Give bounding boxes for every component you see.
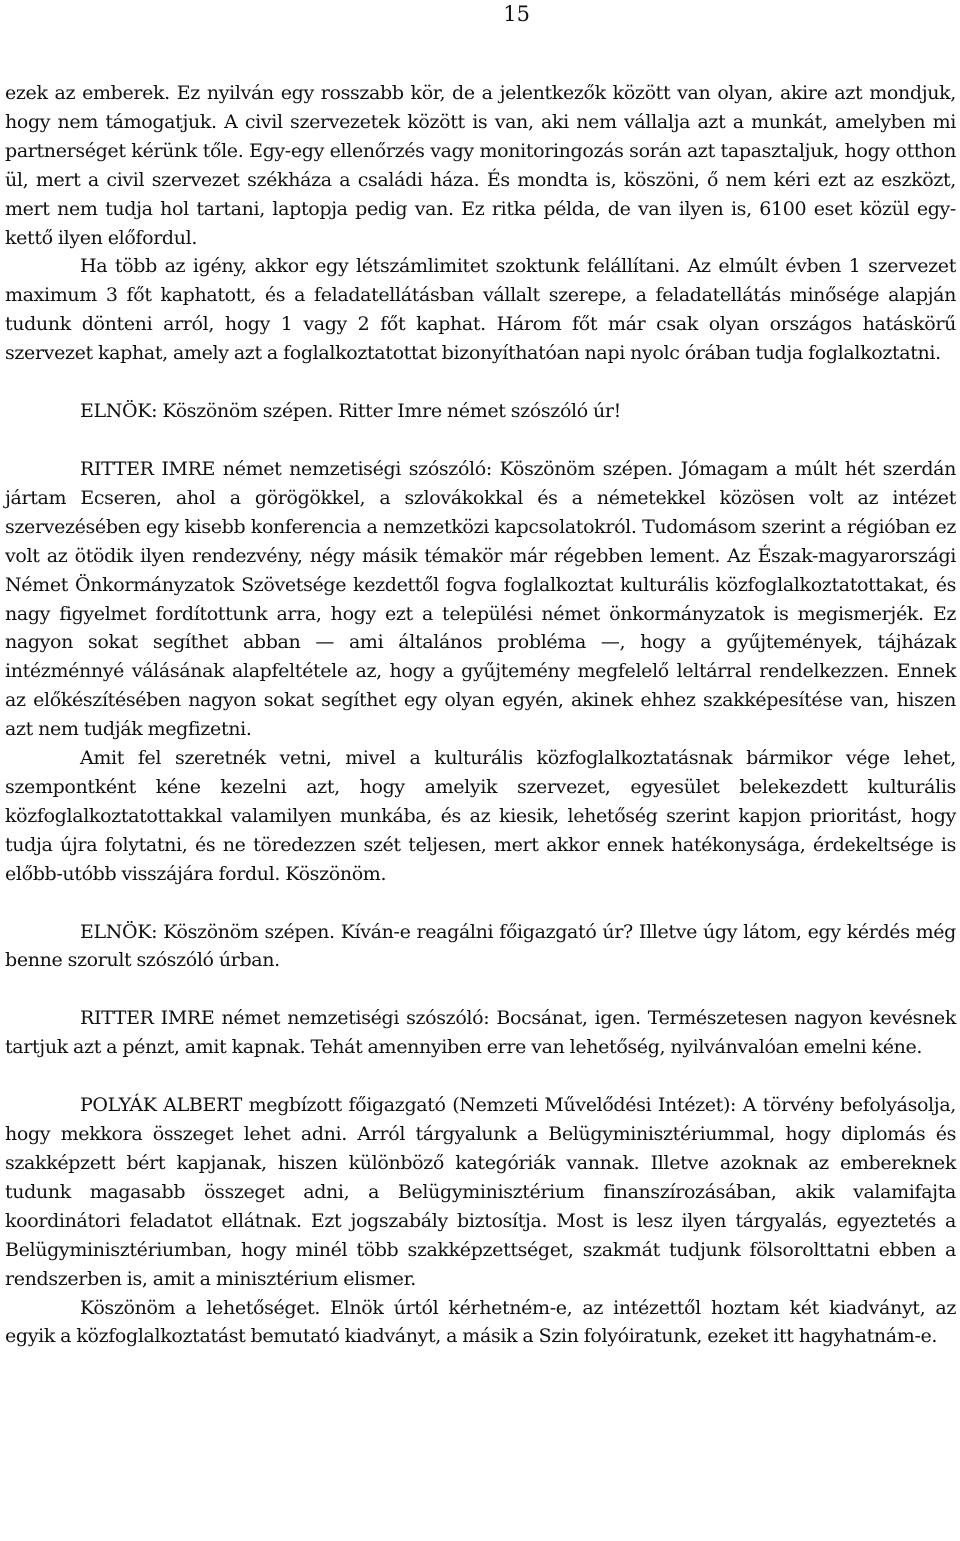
page-number: 15 bbox=[503, 2, 530, 26]
paragraph-2: Ha több az igény, akkor egy létszámlimitet szoktunk felállítani. Az elmúlt évben 1 szervezet maximum 3 főt kaphatott, és a feladatellátásban vállalt szerepe, a feladatellátás minősége alapján tudunk dönteni arról, hogy 1 vagy 2 főt kaphat. Három főt már csak olyan országos hatáskörű szervezet kaphat, amely azt a foglalkoztatottat bizonyíthatóan napi nyolc órában tudja foglalkoztatni. bbox=[5, 255, 956, 365]
document-body bbox=[5, 79, 956, 1351]
paragraph-ritter-2: Amit fel szeretnék vetni, mivel a kulturális közfoglalkoztatásnak bármikor vége lehet, szempontként kéne kezelni azt, hogy amelyik szervezet, egyesület belekezdett kulturális közfoglalkoztatottakkal valamilyen munkába, és az kiesik, lehetőség szerint kapjon prioritást, hogy tudja újra folytatni, és ne töredezzen szét teljesen, mert akkor ennek hatékonysága, érdekeltsége is előbb-utóbb visszájára fordul. Köszönöm. bbox=[5, 747, 956, 885]
paragraph-1: ezek az emberek. Ez nyilván egy rosszabb kör, de a jelentkezők között van olyan, akire azt mondjuk, hogy nem támogatjuk. A civil szervezetek között is van, aki nem vállalja azt a munkát, amelyben mi partnerséget kérünk tőle. Egy-egy ellenőrzés vagy monitoringozás során azt tapasztaljuk, hogy otthon ül, mert a civil szervezet székháza a családi háza. És mondta is, köszöni, ő nem kéri ezt az eszközt, mert nem tudja hol tartani, laptopja pedig van. Ez ritka példa, de van ilyen is, 6100 eset közül egy-kettő ilyen előfordul. bbox=[5, 82, 956, 249]
paragraph-ritter-3: RITTER IMRE német nemzetiségi szószóló: Bocsánat, igen. Természetesen nagyon kevésnek tartjuk azt a pénzt, amit kapnak. Tehát amennyiben erre van lehetőség, nyilvánvalóan emelni kéne. bbox=[5, 1007, 956, 1059]
paragraph-polyak-1: POLYÁK ALBERT megbízott főigazgató (Nemzeti Művelődési Intézet): A törvény befolyásolja, hogy mekkora összeget lehet adni. Arról tárgyalunk a Belügyminisztériummal, hogy diplomás és szakképzett bért kapjanak, hiszen különböző kategóriák vannak. Illetve azoknak az embereknek tudunk magasabb összeget adni, a Belügyminisztérium finanszírozásában, akik valamifajta koordinátori feladatot ellátnak. Ezt jogszabály biztosítja. Most is lesz ilyen tárgyalás, egyeztetés a Belügyminisztériumban, hogy minél több szakképzettséget, szakmát tudjunk fölsorolttatni ebben a rendszerben is, amit a minisztérium elismer. bbox=[5, 1094, 956, 1290]
paragraph-chair-2: ELNÖK: Köszönöm szépen. Kíván-e reagálni főigazgató úr? Illetve úgy látom, egy kérdés még benne szorult szószóló úrban. bbox=[5, 920, 956, 972]
paragraph-ritter-1: RITTER IMRE német nemzetiségi szószóló: Köszönöm szépen. Jómagam a múlt hét szerdán jártam Ecseren, ahol a görögökkel, a szlovákokkal és a németekkel közösen volt az intézet szervezésében egy kisebb konferencia a nemzetközi kapcsolatokról. Tudomásom szerint a régióban ez volt az ötödik ilyen rendezvény, négy másik témakör már régebben lement. Az Észak-magyarországi Német Önkormányzatok Szövetsége kezdettől fogva foglalkoztat kulturális közfoglalkoztatottakat, és nagy figyelmet fordítottunk arra, hogy ezt a települési német önkormányzatok is megismerjék. Ez nagyon sokat segíthet abban — ami általános probléma —, hogy a gyűjtemények, tájházak intézménnyé válásának alapfeltétele az, hogy a gyűjtemény megfelelő leltárral rendelkezzen. Ennek az előkészítésében nagyon sokat segíthet egy olyan egyén, akinek ehhez szakképesítése van, hiszen azt nem tudják megfizetni. bbox=[5, 457, 956, 741]
paragraph-chair-1: ELNÖK: Köszönöm szépen. Ritter Imre német szószóló úr! bbox=[80, 400, 621, 423]
paragraph-polyak-2: Köszönöm a lehetőséget. Elnök úrtól kérhetném-e, az intézettől hoztam két kiadványt, az egyik a közfoglalkoztatást bemutató kiadványt, a másik a Szin folyóiratunk, ezeket itt hagyhatnám-e. bbox=[5, 1296, 956, 1348]
